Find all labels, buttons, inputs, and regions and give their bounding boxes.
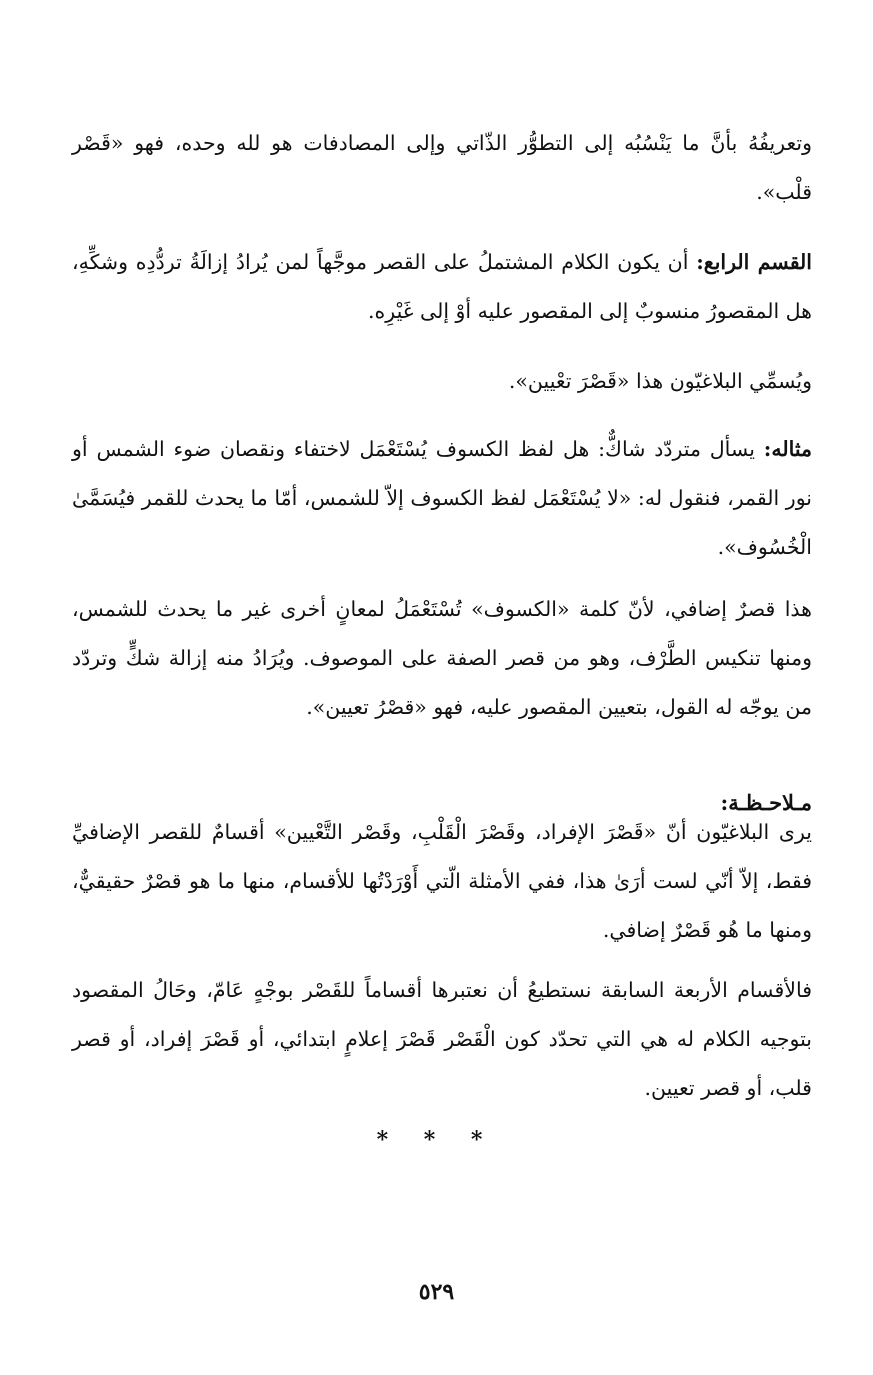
paragraph-note [72,808,812,955]
paragraph-example [72,425,812,572]
paragraph-text: وتعريفُهُ بأنَّ ما يَنْسُبُه إلى التطوُّر الذّاتي وإلى المصادفات هو لله وحده، فهو «قَصْر قلْب». [72,131,812,204]
paragraph-fourth-section [72,238,812,336]
paragraph-explanation [72,585,812,732]
paragraph-text: أن يكون الكلام المشتملُ على القصر موجَّهاً لمن يُرادُ إزالَةُ تردُّدِه وشكِّهِ، هل المقصورُ منسوبٌ إلى المقصور عليه أوْ إلى غَيْرِه. [72,250,812,323]
paragraph-definition [72,119,812,217]
paragraph-text: فالأقسام الأربعة السابقة نستطيعُ أن نعتبرها أقساماً للقَصْر بوجْهٍ عَامّ، وحَالُ المقصود بتوجيه الكلام له هي التي تحدّد كون الْقَصْر قَصْرَ إعلامٍ ابتدائي، أو قَصْرَ إفراد، أو قصر قلب، أو قصر تعيين. [72,978,812,1100]
paragraph-naming [72,357,812,406]
paragraph-text: هذا قصرٌ إضافي، لأنّ كلمة «الكسوف» تُسْتَعْمَلُ لمعانٍ أخرى غير ما يحدث للشمس، ومنها تنكيس الطَّرْف، وهو من قصر الصفة على الموصوف. ويُرَادُ منه إزالة شكٍّ وتردّد من يوجّه له القول، بتعيين المقصور عليه، فهو «قصْرُ تعيين». [72,597,812,719]
paragraph-text: ويُسمِّي البلاغيّون هذا «قَصْرَ تعْيين». [508,369,812,393]
paragraph-text: يسأل متردّد شاكٌّ: هل لفظ الكسوف يُسْتَعْمَل لاختفاء ونقصان ضوء الشمس أو نور القمر، فنقول له: «لا يُسْتَعْمَل لفظ الكسوف إلاّ للشمس، أمّا ما يحدث للقمر فيُسَمَّىٰ الْخُسُوف». [72,437,812,559]
section-separator: * * * [376,1127,497,1153]
section-label: القسم الرابع: [696,250,812,274]
note-heading: مـلاحـظـة: [720,790,812,815]
paragraph-conclusion [72,966,812,1113]
example-label: مثاله: [763,437,812,461]
paragraph-text: يرى البلاغيّون أنّ «قَصْرَ الإفراد، وقَصْرَ الْقَلْبِ، وقَصْر التَّعْيين» أقسامٌ للقصر الإضافيِّ فقط، إلاّ أنّي لست أرَىٰ هذا، ففي الأمثلة الّتي أَوْرَدْتُها للأقسام، منها ما هو قصْرٌ حقيقيٌّ، ومنها ما هُو قَصْرٌ إضافي. [72,820,812,942]
page-number: ٥٢٩ [418,1279,455,1305]
